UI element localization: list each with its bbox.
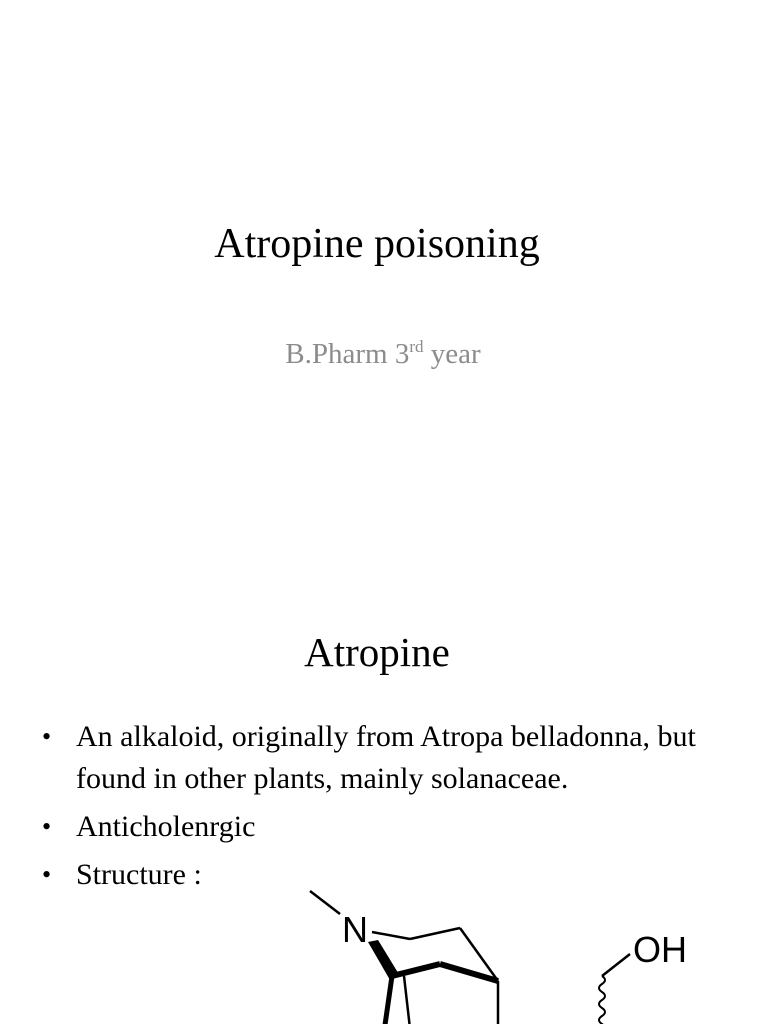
bullet-icon: •: [42, 860, 52, 889]
bullet-icon: •: [42, 722, 52, 751]
wedge-bond: [392, 964, 440, 976]
bullet-text: An alkaloid, originally from Atropa belladonna, but found in other plants, mainly solanaceae.: [76, 720, 696, 795]
bond: [602, 954, 630, 976]
slide-subtitle: [0, 336, 767, 372]
hydroxyl-label: OH: [633, 929, 687, 970]
bond: [404, 976, 412, 1024]
subtitle-year: year: [423, 338, 481, 370]
bond: [410, 928, 460, 939]
methyl-bond: [310, 891, 340, 914]
wedge-bond: [382, 976, 392, 1024]
wedge-bond: [368, 940, 400, 980]
subtitle-superscript: rd: [409, 337, 424, 356]
wedge-bond: [440, 964, 498, 981]
subtitle-text: B.Pharm 3: [285, 338, 410, 370]
bond: [372, 932, 410, 939]
bullet-item: [0, 806, 716, 848]
bullet-icon: •: [42, 812, 52, 841]
bullet-item: [0, 716, 716, 800]
bullet-text: Structure :: [76, 858, 202, 891]
slide-title: Atropine: [304, 629, 450, 675]
atropine-structure-diagram: [300, 876, 720, 1024]
nitrogen-label: N: [342, 909, 368, 950]
bullet-text: Anticholenrgic: [76, 810, 256, 843]
bullet-list: [0, 716, 768, 902]
content-slide: [0, 576, 768, 1024]
slide-title: Atropine poisoning: [214, 221, 540, 267]
wavy-bond: [599, 976, 605, 1024]
